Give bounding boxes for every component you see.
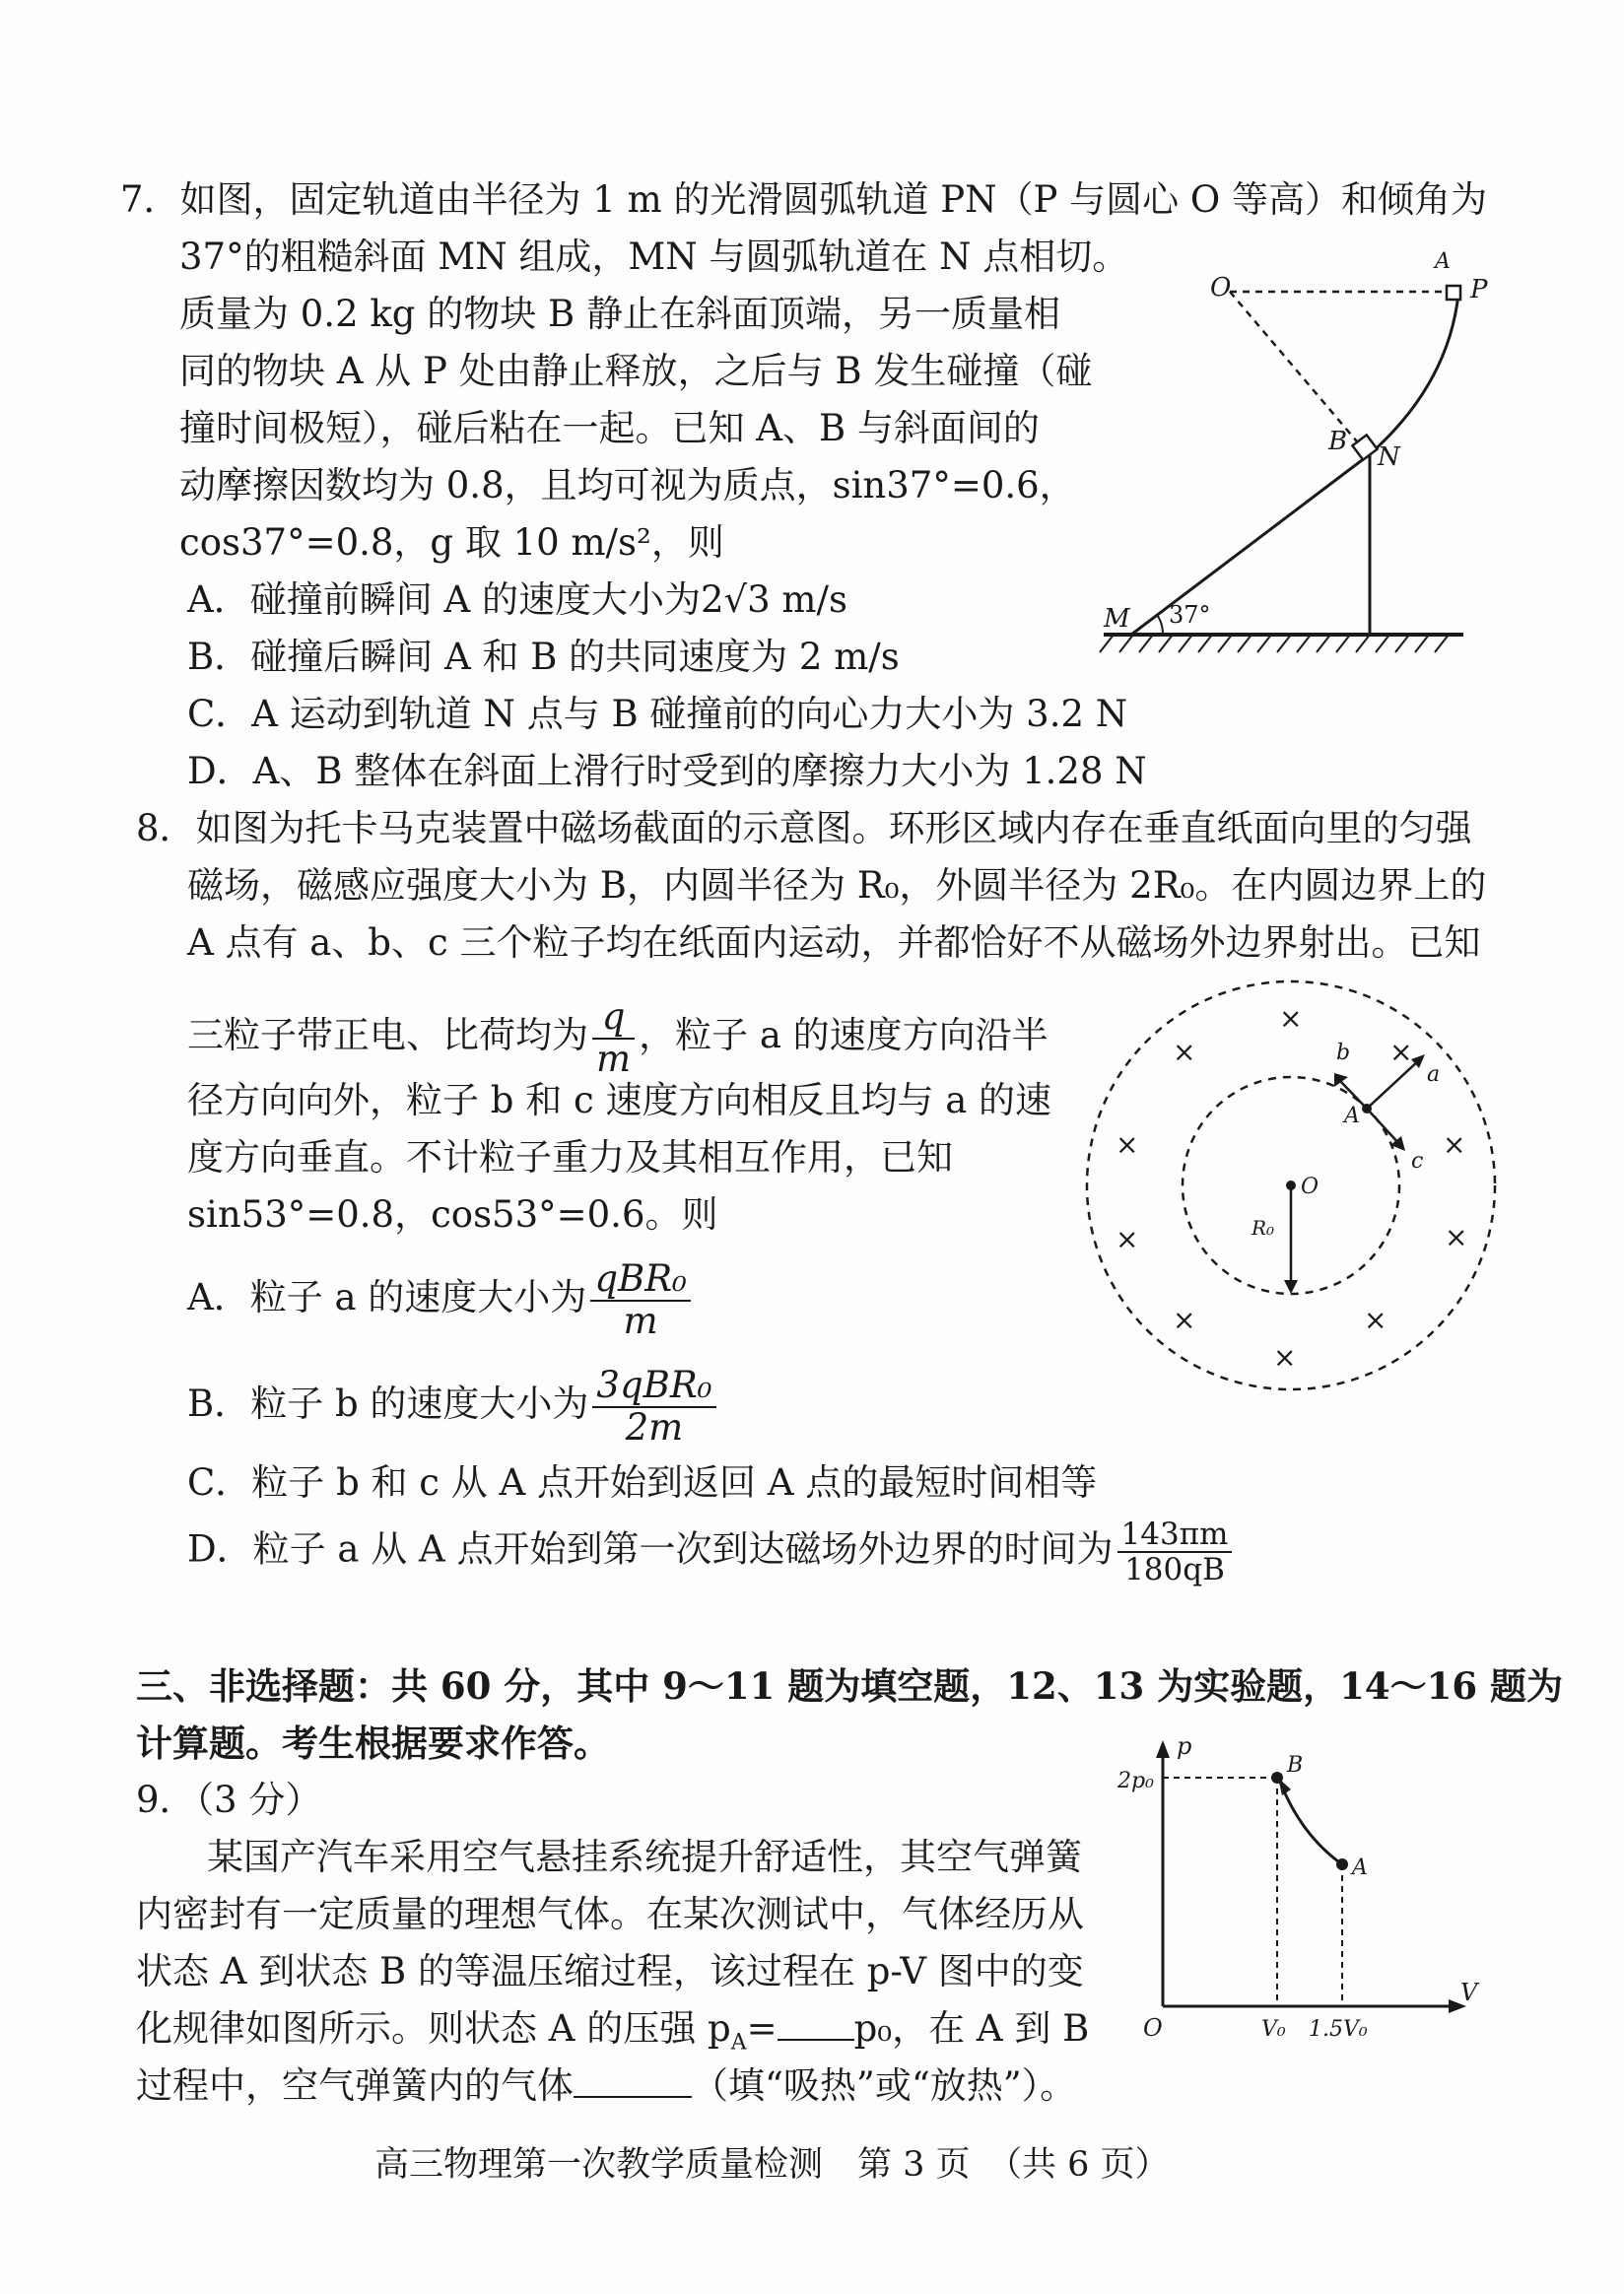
q8-line-4-post: ，粒子 a 的速度方向沿半	[639, 1014, 1049, 1057]
q7-option-d: D．A、B 整体在斜面上滑行时受到的摩擦力大小为 1.28 N	[187, 750, 1147, 792]
field-mark: ×	[1445, 1221, 1468, 1253]
q7-line-3: 质量为 0.2 kg 的物块 B 静止在斜面顶端，另一质量相	[179, 293, 1060, 335]
label-a: A	[1435, 249, 1451, 274]
q9-line-4	[136, 2006, 1089, 2065]
field-mark: ×	[1116, 1128, 1139, 1161]
q8-option-c: C．粒子 b 和 c 从 A 点开始到返回 A 点的最短时间相等	[187, 1461, 1098, 1504]
q9-pv-graph	[1114, 1728, 1488, 2054]
q8-line-5: 径方向向外，粒子 b 和 c 速度方向相反且均与 a 的速	[187, 1079, 1052, 1121]
section-3-line-2: 计算题。考生根据要求作答。	[136, 1721, 610, 1765]
q9-header: 9．（3 分）	[136, 1779, 322, 1821]
option-a-num: qBR₀	[590, 1259, 691, 1302]
fraction-den: m	[596, 1037, 632, 1080]
field-mark: ×	[1173, 1304, 1196, 1336]
q7-line-5: 撞时间极短），碰后粘在一起。已知 A、B 与斜面间的	[179, 407, 1040, 449]
charge-mass-fraction	[592, 997, 635, 1079]
q8-field-figure	[1064, 971, 1537, 1404]
option-b-fraction	[592, 1366, 715, 1448]
field-mark: ×	[1279, 1002, 1303, 1035]
label-c-velocity: c	[1411, 1149, 1424, 1174]
q8-line-7: sin53°=0.8，cos53°=0.6。则	[187, 1193, 718, 1236]
label-1p5v0: 1.5V₀	[1309, 2017, 1368, 2042]
label-point-a: A	[1344, 1104, 1360, 1128]
option-d-num: 143πm	[1117, 1518, 1233, 1553]
velocity-b-arrow	[1334, 1073, 1348, 1087]
q9-line-2: 内密封有一定质量的理想气体。在某次测试中，气体经历从	[136, 1893, 1084, 1935]
option-b-den: 2m	[625, 1405, 684, 1449]
isotherm-ab	[1280, 1782, 1342, 1864]
field-mark: ×	[1364, 1304, 1387, 1336]
q9-line-5-post: （填“吸热”或“放热”）。	[692, 2064, 1077, 2107]
radius-on	[1230, 292, 1362, 447]
label-a: A	[1352, 1855, 1368, 1880]
field-mark: ×	[1389, 1036, 1413, 1068]
label-b: B	[1328, 427, 1348, 456]
label-angle: 37°	[1169, 601, 1211, 629]
q7-option-a-value: 2√3 m/s	[700, 578, 847, 621]
q7-option-c: C．A 运动到轨道 N 点与 B 碰撞前的向心力大小为 3.2 N	[187, 693, 1128, 735]
page-footer: 高三物理第一次教学质量检测 第 3 页 （共 6 页）	[374, 2145, 1170, 2185]
option-a-fraction	[590, 1259, 691, 1341]
option-d-fraction	[1117, 1518, 1233, 1586]
label-2p0: 2p₀	[1117, 1769, 1154, 1793]
q9-line-3: 状态 A 到状态 B 的等温压缩过程，该过程在 p-V 图中的变	[136, 1950, 1084, 1992]
q9-line-4-sub: A	[730, 2030, 747, 2056]
q8-line-2: 磁场，磁感应强度大小为 B，内圆半径为 R₀，外圆半径为 2R₀。在内圆边界上的	[187, 864, 1487, 907]
q7-option-b: B．碰撞后瞬间 A 和 B 的共同速度为 2 m/s	[187, 636, 900, 678]
q7-line-4: 同的物块 A 从 P 处由静止释放，之后与 B 发生碰撞（碰	[179, 350, 1093, 392]
label-v0: V₀	[1261, 2017, 1286, 2042]
option-a-den: m	[623, 1299, 658, 1342]
q8-option-d-text: D．粒子 a 从 A 点开始到第一次到达磁场外边界的时间为	[187, 1527, 1114, 1571]
q7-line-7: cos37°=0.8，g 取 10 m/s²，则	[179, 521, 724, 564]
q9-line-1: 某国产汽车采用空气悬挂系统提升舒适性，其空气弹簧	[207, 1836, 1082, 1878]
block-a	[1447, 286, 1460, 300]
pressure-blank[interactable]	[778, 2009, 854, 2041]
q8-option-d	[187, 1518, 1236, 1586]
q8-line-4-pre: 三粒子带正电、比荷均为	[187, 1014, 588, 1057]
q8-option-b-text: B．粒子 b 的速度大小为	[187, 1383, 589, 1426]
label-m: M	[1104, 604, 1130, 634]
label-o: O	[1210, 273, 1232, 303]
q9-line-4-pre: 化规律如图所示。则状态 A 的压强 p	[136, 2007, 731, 2050]
label-a-velocity: a	[1427, 1062, 1441, 1087]
ground-hatch	[1100, 635, 1449, 652]
field-mark: ×	[1273, 1341, 1297, 1374]
q8-line-4	[187, 997, 1049, 1079]
block-b	[1352, 435, 1377, 459]
q7-line-1: 7．如图，固定轨道由半径为 1 m 的光滑圆弧轨道 PN（P 与圆心 O 等高）和倾角为	[120, 178, 1487, 221]
q9-line-4-mid: =	[746, 2007, 778, 2050]
angle-arc	[1157, 615, 1163, 635]
label-p: p	[1177, 1732, 1192, 1760]
q7-line-2: 37°的粗糙斜面 MN 组成，MN 与圆弧轨道在 N 点相切。	[179, 236, 1129, 278]
point-b	[1271, 1772, 1283, 1784]
fraction-num: q	[592, 997, 635, 1040]
q8-line-3: A 点有 a、b、c 三个粒子均在纸面内运动，并都恰好不从磁场外边界射出。已知	[187, 921, 1481, 964]
label-r0: R₀	[1252, 1216, 1275, 1240]
option-b-num: 3qBR₀	[592, 1366, 715, 1408]
radius-arrow	[1284, 1280, 1298, 1294]
incline-mn	[1131, 454, 1370, 635]
field-mark: ×	[1443, 1128, 1466, 1161]
p-axis-arrow	[1156, 1740, 1170, 1758]
section-3-line-1: 三、非选择题：共 60 分，其中 9～11 题为填空题，12、13 为实验题，14～16 题为	[136, 1664, 1563, 1708]
q9-line-5-pre: 过程中，空气弹簧内的气体	[136, 2064, 574, 2107]
q7-option-a-text: A．碰撞前瞬间 A 的速度大小为	[187, 578, 701, 621]
q9-line-4-post: p₀，在 A 到 B	[853, 2007, 1090, 2050]
q7-track-figure	[1084, 236, 1498, 670]
label-v: V	[1460, 1979, 1478, 2006]
label-b-velocity: b	[1336, 1041, 1351, 1065]
label-origin: O	[1143, 2014, 1163, 2042]
q8-option-b	[187, 1366, 720, 1448]
q7-option-a	[187, 577, 847, 623]
label-n: N	[1378, 442, 1400, 472]
field-mark: ×	[1173, 1036, 1196, 1068]
point-a	[1336, 1858, 1348, 1870]
q8-option-a	[187, 1259, 695, 1341]
label-p: P	[1470, 275, 1488, 304]
heat-blank[interactable]	[574, 2066, 692, 2098]
label-b: B	[1287, 1753, 1304, 1778]
option-d-den: 180qB	[1124, 1552, 1225, 1588]
velocity-c	[1367, 1109, 1400, 1145]
q7-line-6: 动摩擦因数均为 0.8，且均可视为质点，sin37°=0.6，	[179, 464, 1076, 506]
q8-option-a-text: A．粒子 a 的速度大小为	[187, 1276, 587, 1319]
arc-pn	[1370, 294, 1458, 454]
label-center-o: O	[1301, 1175, 1320, 1199]
q8-line-6: 度方向垂直。不计粒子重力及其相互作用，已知	[187, 1136, 953, 1179]
field-mark: ×	[1116, 1223, 1139, 1255]
q9-line-5	[136, 2063, 1076, 2109]
q8-line-1: 8．如图为托卡马克装置中磁场截面的示意图。环形区域内存在垂直纸面向里的匀强	[136, 807, 1472, 849]
